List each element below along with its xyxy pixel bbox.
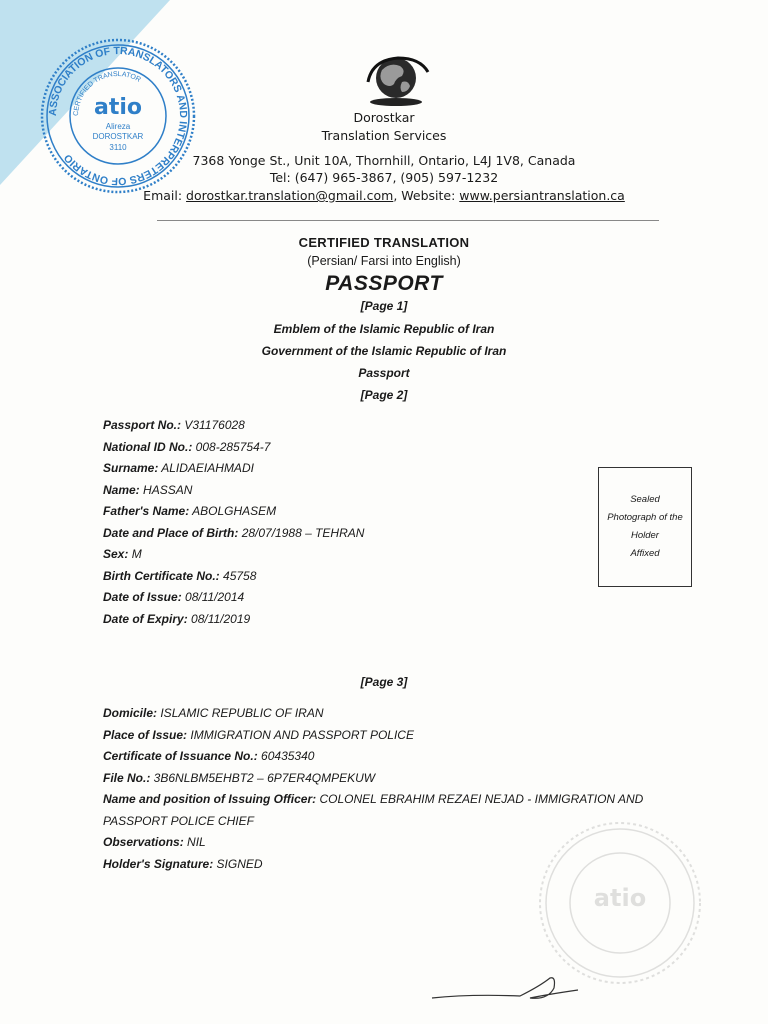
field-label: Domicile: [103,706,158,720]
page-3-label: [Page 3] [360,675,408,689]
field-row [103,703,643,725]
company-name: Dorostkar [353,110,415,125]
email-link[interactable]: dorostkar.translation@gmail.com [186,188,394,203]
field-label: Holder's Signature: [103,856,214,871]
field-value: SIGNED [213,856,263,871]
photo-line: Photograph of the [607,512,683,523]
field-value: IMMIGRATION AND PASSPORT POLICE [187,727,414,742]
field-value: 008-285754-7 [192,439,271,454]
field-row [103,415,364,437]
field-label: Passport No.: [103,418,182,432]
field-label: Surname: [103,461,159,475]
field-label: Birth Certificate No.: [103,568,220,583]
company-phone: Tel: (647) 965-3867, (905) 597-1232 [269,170,499,185]
field-row [103,789,643,811]
field-label: Father's Name: [103,504,190,518]
field-label: Name and position of Issuing Officer: [103,792,317,806]
field-value: 08/11/2014 [181,590,245,604]
stamp-name-2: DOROSTKAR [92,132,144,141]
globe-logo-icon [360,52,432,108]
field-label: Place of Issue: [103,727,188,742]
government-line: Government of the Islamic Republic of Iran [261,344,507,358]
field-row [103,746,643,768]
field-row [103,609,364,631]
field-value: ISLAMIC REPUBLIC OF IRAN [157,706,324,720]
field-value: NIL [183,835,206,849]
document-title: PASSPORT [325,272,443,295]
field-label: Sex: [103,547,129,561]
field-value: 3B6NLBM5EHBT2 – 6P7ER4QMPEKUW [150,770,376,785]
emblem-line: Emblem of the Islamic Republic of Iran [273,322,495,336]
field-value: 60435340 [257,749,315,763]
photo-line: Affixed [630,548,660,559]
signature-icon [430,968,580,1008]
stamp-number: 3110 [109,143,127,152]
field-value: 28/07/1988 – TEHRAN [238,525,365,540]
field-value: HASSAN [139,482,193,497]
embossed-seal-icon [535,818,705,988]
passport-line: Passport [358,366,410,380]
photo-line: Holder [630,530,659,541]
photo-placeholder-box [598,467,692,587]
field-label: Name: [103,482,140,497]
field-label: Observations: [103,835,184,849]
field-value: PASSPORT POLICE CHIEF [103,813,254,828]
field-row [103,587,364,609]
certified-heading: CERTIFIED TRANSLATION [298,235,470,250]
photo-line: Sealed [630,494,660,505]
page-2-fields [103,415,364,630]
field-row [103,725,643,747]
stamp-name-1: Alireza [105,122,131,131]
field-value: COLONEL EBRAHIM REZAEI NEJAD - IMMIGRATION AND [316,792,644,806]
field-value: 08/11/2019 [187,611,251,626]
field-row [103,501,364,523]
field-row [103,437,364,459]
stamp-inner-ring: CERTIFIED TRANSLATOR [72,70,142,117]
field-label: Date of Expiry: [103,611,188,626]
stamp-brand: atio [93,95,143,120]
language-pair: (Persian/ Farsi into English) [307,254,461,268]
field-label: Certificate of Issuance No.: [103,749,258,763]
field-value: V31176028 [181,418,245,432]
stamp-ring-text: ASSOCIATION OF TRANSLATORS AND INTERPRETERS OF ONTARIO [46,44,190,188]
field-label: Date and Place of Birth: [103,525,239,540]
field-row [103,544,364,566]
field-value: ABOLGHASEM [189,504,277,518]
field-label: National ID No.: [103,439,193,454]
field-value: ALIDAEIAHMADI [158,461,254,475]
page-1-label: [Page 1] [360,299,408,313]
field-label: File No.: [103,770,151,785]
svg-text:atio: atio [593,884,647,912]
field-row [103,523,364,545]
page-2-label: [Page 2] [360,388,408,402]
company-subtitle: Translation Services [321,128,447,143]
field-row [103,458,364,480]
company-address: 7368 Yonge St., Unit 10A, Thornhill, Ontario, L4J 1V8, Canada [192,153,576,168]
field-row [103,480,364,502]
header-divider [157,220,659,221]
field-label: Date of Issue: [103,590,182,604]
field-value: M [128,547,142,561]
field-row [103,768,643,790]
website-link[interactable]: www.persiantranslation.ca [459,188,625,203]
website-label: , Website: [393,188,460,203]
email-label: Email: [143,188,187,203]
field-value: 45758 [219,568,257,583]
field-row [103,566,364,588]
contact-line [0,188,768,203]
